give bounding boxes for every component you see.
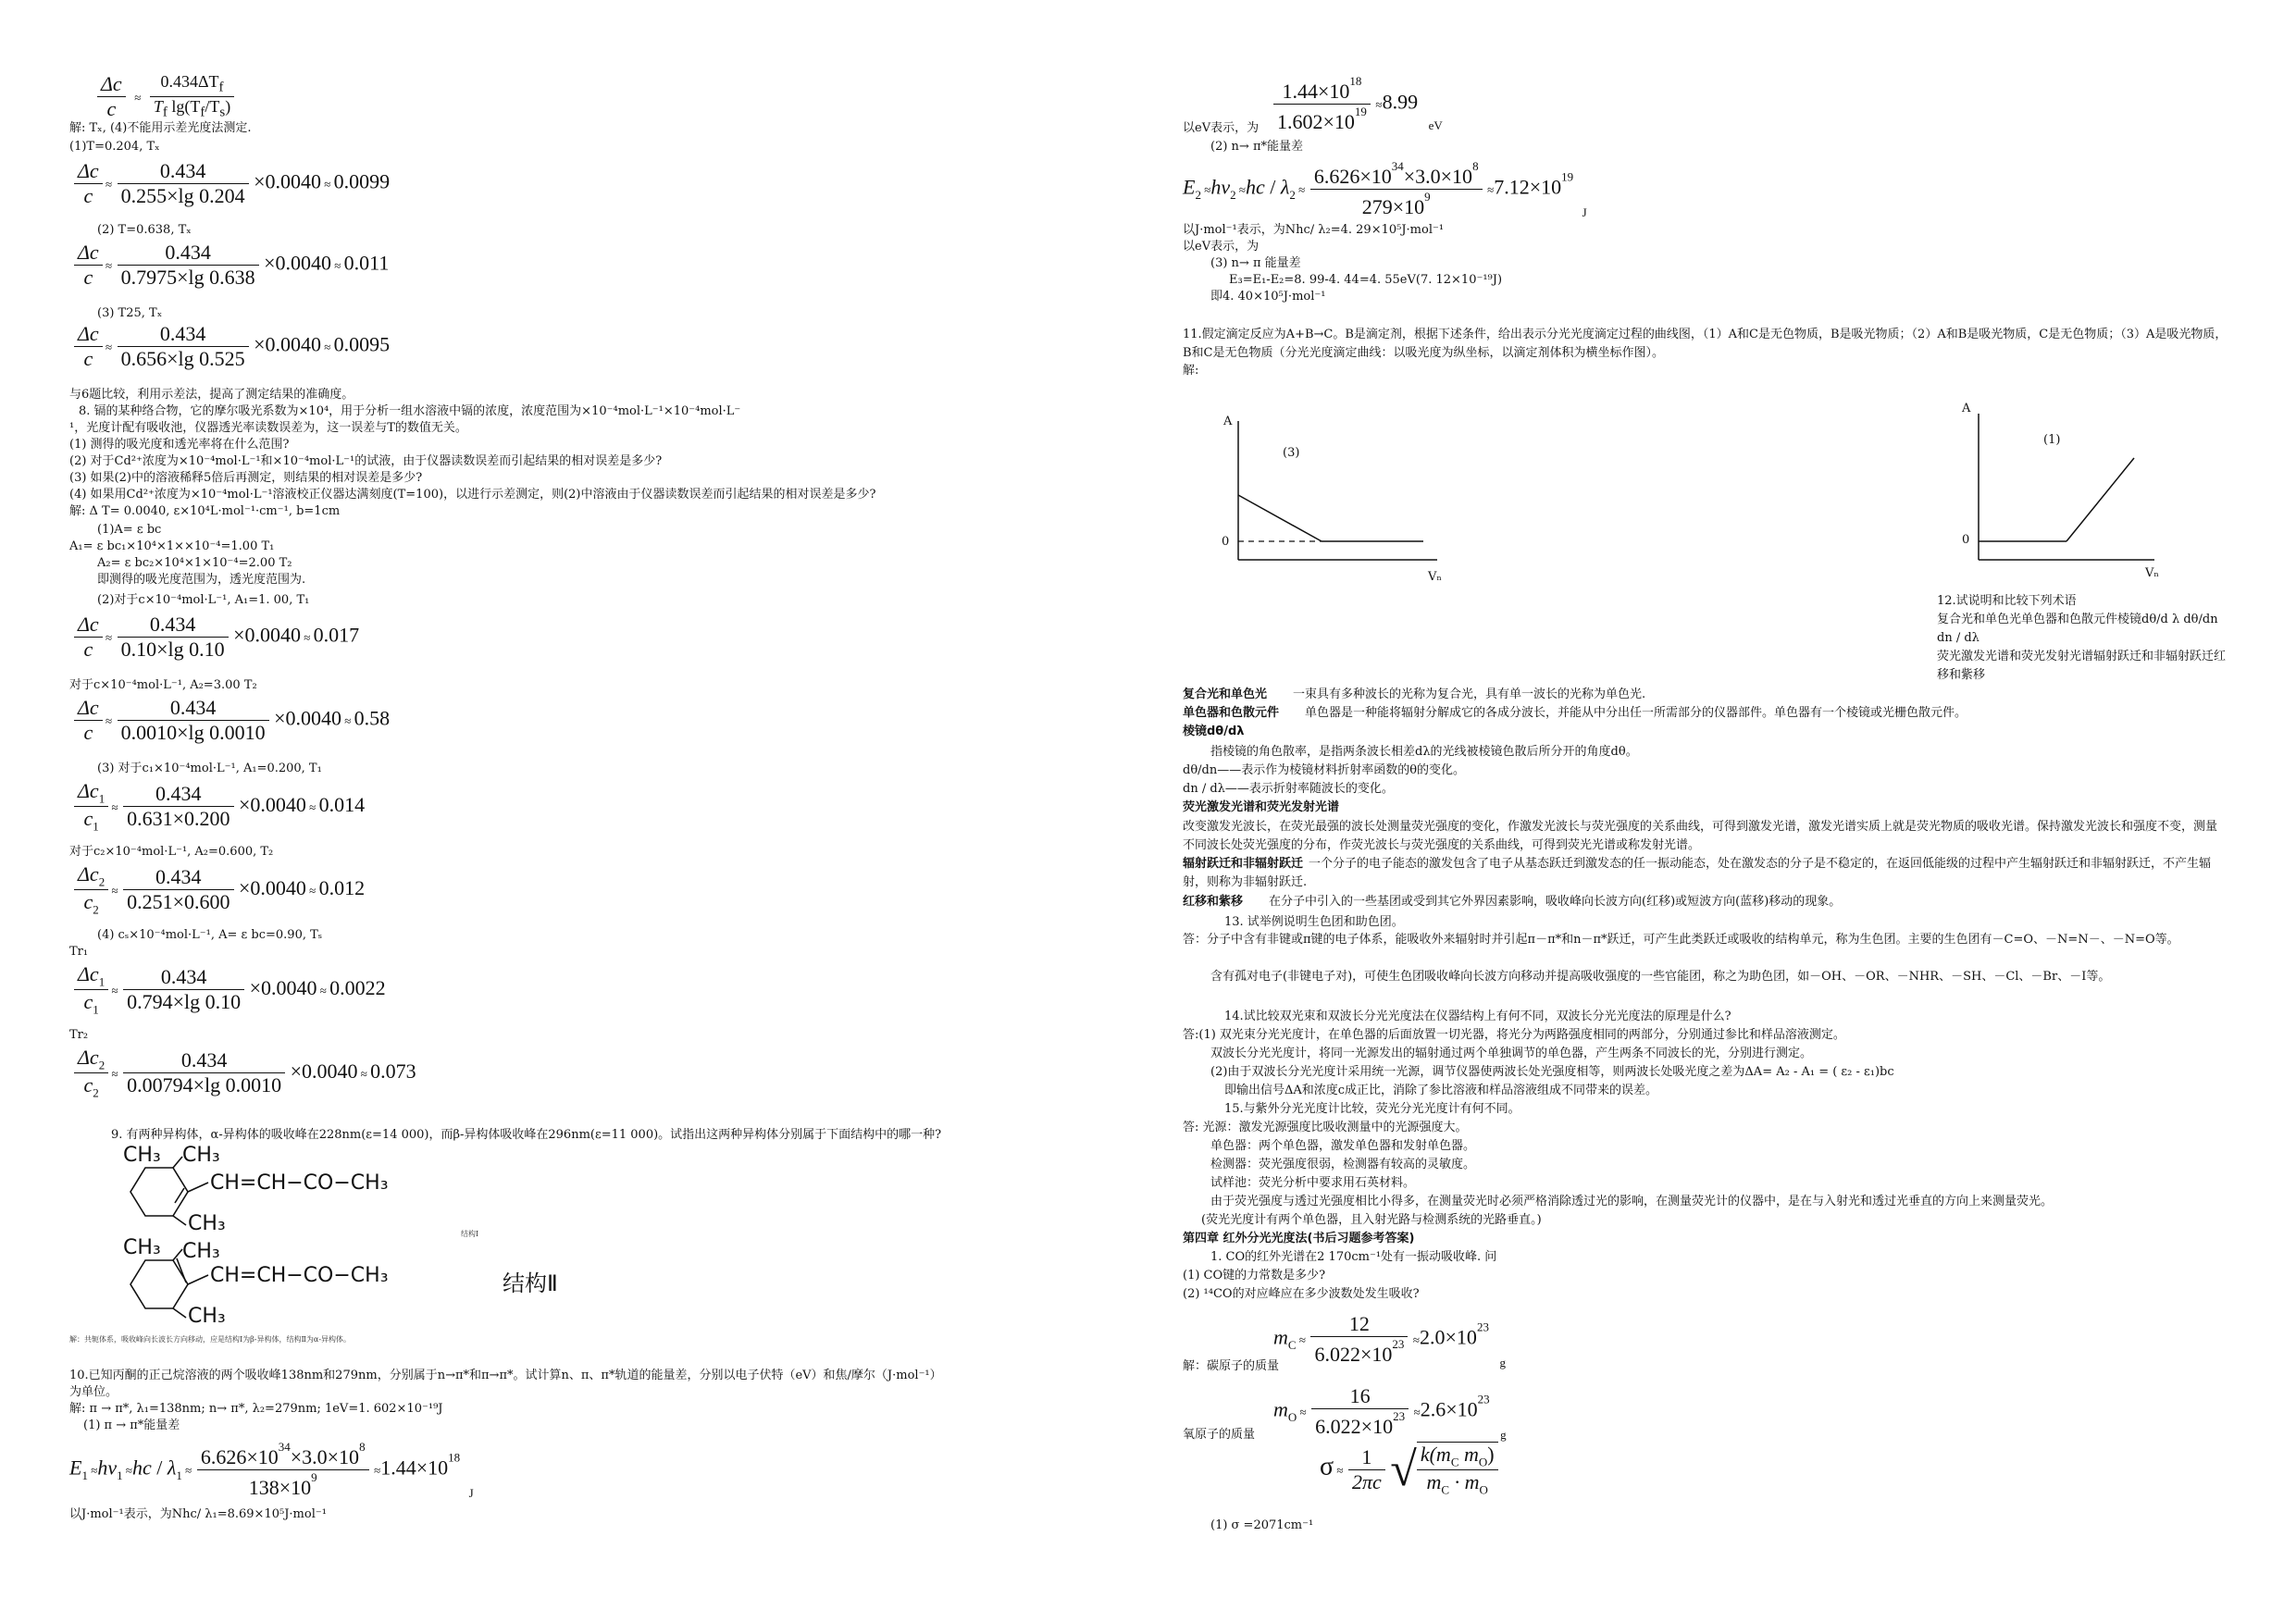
e1-unit: J [468,1485,474,1500]
e2-num-exp: 34 [1391,159,1404,173]
e1-result: 1.44×10 [380,1456,449,1480]
q9: 9. 有两种异构体，α-异构体的吸收峰在228nm(ε=14 000)，而β-异构体吸收峰在296nm(ε=11 000)。试指出这两种异构体分别属于下面结构中的哪一种? [111,1128,942,1142]
term7-text: 一个分子的电子能态的激发包含了电子从基态跃迁到激发态的任一振动能态，处在激发态的分子是不稳定的，在返回低能级的过程中产生辐射跃迁和非辐射跃迁，不产生辐射，则称为非辐射跃迁. [1183,857,2212,889]
ev1-num-exp: 18 [1349,74,1362,88]
mc-label: 解：碳原子的质量 [1183,1359,1280,1373]
graph3-svg [1201,403,1460,583]
mc-num: 12 [1310,1312,1408,1337]
p4-result: 0.017 [313,623,360,647]
q12-terms2: 荧光激发光谱和荧光发射光谱辐射跃迁和非辐射跃迁红移和紫移 [1937,650,2227,682]
part2-label: (2) T=0.638, Tₓ [97,223,192,237]
a13: 答：分子中含有非键或π键的电子体系，能吸收外来辐射时并引起π－π*和n－π*跃迁，可产生此类跃迁或吸收的结构单元，称为生色团。主要的生色团有－C=O、－N=N－、－N=O等。 [1183,933,2179,947]
ev1-den-exp: 19 [1354,105,1367,118]
q8-line1: 8. 镉的某种络合物，它的摩尔吸光系数为×10⁴，用于分析一组水溶液中镉的浓度，浓度范围为×10⁻⁴mol·L⁻¹×10⁻⁴mol·L⁻ [79,404,741,418]
e1-hv: hν [97,1456,118,1480]
q8-given: 解: Δ T= 0.0040, ε×10⁴L·mol⁻¹·cm⁻¹, b=1cm [69,504,341,518]
r-c: 以J·mol⁻¹表示，为Nhc/ λ₂=4. 29×10⁵J·mol⁻¹ [1183,223,1445,237]
formula-sigma: σ ≈ $\frac{1}{2\pi c}$ √ $\frac{k(m_C m_O)}{m_C \cdot m_O}$ [1320,1442,1498,1498]
p2-result: 0.011 [343,251,390,275]
term2-heading: 单色器和色散元件 [1183,706,1280,720]
formula-delta-c-over-c: $\frac{\Delta c}{c}$ ≈ $\frac{0.434\Delta T_f}{T_f \lg(T_f/T_s)}$ [97,72,234,121]
ir-q1a: (1) CO键的力常数是多少? [1183,1269,1326,1282]
r-b: (2) n→ π*能量差 [1210,140,1303,154]
q12-title: 12.试说明和比较下列术语 [1937,594,2077,608]
sigma-rad-den-c: C [1441,1482,1450,1497]
term3-text: 指棱镜的角色散率，是指两条波长相差dλ的光线被棱镜色散后所分开的角度dθ。 [1210,745,1638,759]
e1-den-exp: 9 [311,1470,317,1484]
p7-mult: ×0.0040 [239,875,306,899]
term1 [1183,687,1645,702]
q8-s11: Tr₂ [69,1028,89,1042]
q10-a: (1) π → π*能量差 [83,1419,180,1432]
sigma-rad-num-end: ) [1487,1443,1495,1466]
mo-lhs-sub: O [1287,1409,1297,1424]
graph1-svg [1923,393,2164,583]
e1-result-exp: 18 [448,1450,461,1465]
sub-f2: f [162,105,168,120]
term8-text: 在分子中引入的一些基团或受到其它外界因素影响，吸收峰向长波方向(红移)或短波方向(蓝移)移动的现象。 [1269,895,1842,909]
side-chain-2: CH=CH−CO−CH₃ [210,1264,389,1287]
e2-result-exp: 19 [1561,169,1574,184]
general-den-t: T [153,97,163,116]
q11-sol: 解: [1183,364,1199,378]
graph1-label: (1) [2043,433,2061,447]
q8-d: (4) 如果用Cd²⁺浓度为×10⁻⁴mol·L⁻¹溶液校正仪器达满刻度(T=100)，以进行示差测定，则(2)中溶液由于仪器读数误差而引起结果的相对误差是多少? [69,488,876,502]
solve-line: 解: Tₓ, (4)不能用示差光度法测定. [69,121,252,135]
p9-result: 0.073 [370,1059,416,1083]
term7 [1183,855,2228,892]
q8-s9: (4) cₛ×10⁻⁴mol·L⁻¹, A= ε bc=0.90, Tₛ [97,928,323,942]
sigma-rad-den: m [1426,1470,1442,1494]
graph3-label: (3) [1283,446,1300,460]
term3-heading [1183,724,1245,739]
term1-text: 一束具有多种波长的光称为复合光，具有单一波长的光称为单色光. [1293,688,1646,701]
e1-num-b: ×3.0×10 [290,1445,360,1468]
p1-result: 0.0099 [333,169,391,193]
q8-s7: (3) 对于c₁×10⁻⁴mol·L⁻¹, A₁=0.200, T₁ [97,762,322,775]
formula-p4: $\frac{\Delta c}{c}$ ≈ $\frac{0.434}{0.10\times\lg 0.10}$ ×0.0040 ≈ 0.017 [74,613,359,662]
q8-a: (1) 测得的吸光度和透光率将在什么范围? [69,438,290,452]
graph1-axis-a: A [1962,402,1971,415]
part1-label: (1)T=0.204, Tₓ [69,140,160,154]
e1-num-exp: 34 [278,1440,291,1454]
q10-sol: 解: π → π*, λ₁=138nm; n→ π*, λ₂=279nm; 1eV=1. 602×10⁻¹⁹J [69,1402,443,1416]
p6-mult: ×0.0040 [239,792,306,816]
q15: 15.与紫外分光光度计比较，荧光分光光度计有何不同。 [1224,1102,1520,1116]
sub-s: s [219,105,226,120]
mc-unit: g [1499,1355,1506,1369]
ch3-label-2: CH₃ [182,1144,220,1167]
structure2-label: 结构Ⅱ [503,1270,558,1296]
part3-label: (3) T25, Tₓ [97,306,163,320]
p5-result: 0.58 [354,706,391,730]
q8-line2: ¹，光度计配有吸收池，仪器透光率读数误差为，这一误差与T的数值无关。 [69,421,467,435]
p3-mult: ×0.0040 [254,332,322,356]
mc-den: 6.022×10 [1314,1343,1393,1366]
general-den-rest2: /T [205,97,220,116]
q12-block [1937,592,2228,685]
formula-e1: $E_1 \approx h\nu_1 \approx hc / \lambda_1$ ≈ $\frac{6.626\times 10^{34}\times 3.0\times 10^8}{138\times 10^9}$ $\approx 1.44\times 10^{18}$ $_J$ [69,1440,474,1500]
formula-p9: $\frac{\Delta c_2}{c_2}$ ≈ $\frac{0.434}{0.00794\times\lg 0.0010}$ ×0.0040 ≈ 0.073 [74,1046,416,1101]
graph3-zero: 0 [1222,535,1230,549]
p8-mult: ×0.0040 [249,975,317,999]
p5-mult: ×0.0040 [274,706,342,730]
frac-denominator: c [106,97,117,120]
formula-p5: $\frac{\Delta c}{c}$ ≈ $\frac{0.434}{0.0010\times\lg 0.0010}$ ×0.0040 ≈ 0.58 [74,696,390,745]
ch3-label-1: CH₃ [123,1144,161,1167]
term6-text: 改变激发光波长，在荧光最强的波长处测量荧光强度的变化，作激发光波长与荧光强度的关系曲线，可得到激发光谱，激发光谱实质上就是荧光物质的吸收光谱。保持激发光波长和强度不变，测量不同波长处荧光强度的分布，作荧光波长与荧光强度的关系曲线，可得到荧光光谱或称发射光谱。 [1183,820,2218,852]
e2-unit: J [1582,204,1587,219]
sub-f3: f [200,105,205,120]
a14c: (2)由于双波长分光光度计采用统一光源，调节仪器使两波长处光强度相等，则两波长处吸光度之差为ΔA= A₂ - A₁ = ( ε₂ - ε₁)bc [1210,1065,1894,1079]
ev1-unit: eV [1428,118,1443,132]
q10-line1: 10.已知丙酮的正己烷溶液的两个吸收峰138nm和279nm，分别属于n→π*和π→π*。试计算n、π、π*轨道的能量差，分别以电子伏特（eV）和焦/摩尔（J·mol⁻¹） [69,1369,942,1382]
term1-heading: 复合光和单色光 [1183,688,1268,701]
formula-p1: $\frac{\Delta c}{c}$ ≈ $\frac{0.434}{0.255\times\lg 0.204}$ ×0.0040 ≈ 0.0099 [74,159,390,208]
a15d: 试样池：荧光分析中要求用石英材料。 [1210,1176,1416,1190]
term3-heading-text: 棱镜dθ/dλ [1183,725,1245,738]
graph1-zero: 0 [1962,533,1970,547]
q11: 11.假定滴定反应为A+B→C。B是滴定剂，根据下述条件，给出表示分光光度滴定过程的曲线图，（1）A和C是无色物质，B是吸光物质；（2）A和B是吸光物质，C是无色物质；（3）A是吸光物质，B和C是无色物质（分光光度滴定曲线：以吸光度为纵坐标，以滴定剂体积为横坐标作图）。 [1183,328,2228,360]
titration-graph-3 [1201,403,1460,583]
general-den-rest3: ) [225,97,231,116]
mc-den-exp: 23 [1392,1337,1405,1351]
general-numerator: 0.434ΔT [160,72,219,92]
p9-denominator: 0.00794×lg 0.0010 [127,1073,282,1097]
e2-result: 7.12×10 [1494,175,1562,199]
e1-num-exp2: 8 [359,1440,366,1454]
general-den-rest: lg(T [167,97,201,116]
q8-s6: 对于c×10⁻⁴mol·L⁻¹, A₂=3.00 T₂ [69,678,257,692]
mo-unit: g [1500,1427,1507,1442]
ev1-den: 1.602×10 [1277,110,1355,133]
mo-den: 6.022×10 [1315,1415,1394,1438]
sigma-lhs: σ [1320,1452,1334,1481]
term6-heading [1183,799,1339,815]
formula-p3: $\frac{\Delta c}{c}$ ≈ $\frac{0.434}{0.656\times\lg 0.525}$ ×0.0040 ≈ 0.0095 [74,322,390,371]
r-e: (3) n→ π 能量差 [1210,256,1301,270]
r-g: 即4. 40×10⁵J·mol⁻¹ [1210,290,1326,304]
p9-mult: ×0.0040 [290,1059,358,1083]
sigma-rad-num-mid: m [1458,1443,1479,1466]
formula-p6: $\frac{\Delta c_1}{c_1}$ ≈ $\frac{0.434}{0.631\times 0.200}$ ×0.0040 ≈ 0.014 [74,779,365,835]
q10-b: 以J·mol⁻¹表示，为Nhc/ λ₁=8.69×10⁵J·mol⁻¹ [69,1507,327,1521]
q8-s4: 即测得的吸光度范围为，透光度范围为. [97,573,306,587]
p2-mult: ×0.0040 [264,251,332,275]
q8-s3: A₂= ε bc₂×10⁴×1×10⁻⁴=2.00 T₂ [97,556,292,570]
mc-result: 2.0×10 [1420,1325,1477,1349]
e2-den-exp: 9 [1424,190,1431,204]
q8-s5: (2)对于c×10⁻⁴mol·L⁻¹, A₁=1. 00, T₁ [97,593,310,607]
a15f: (荧光光度计有两个单色器，且入射光路与检测系统的光路垂直。) [1201,1213,1542,1227]
ev1-num: 1.44×10 [1282,80,1350,103]
q8-s2: A₁= ε bc₁×10⁴×1××10⁻⁴=1.00 T₁ [69,539,275,553]
ir-q1: 1. CO的红外光谱在2 170cm⁻¹处有一振动吸收峰. 问 [1210,1250,1497,1264]
q8-s1: (1)A= ε bc [97,523,162,537]
a14d: 即输出信号ΔA和浓度c成正比，消除了参比溶液和样品溶液组成不同带来的误差。 [1224,1084,1658,1097]
a14b: 双波长分光光度计，将同一光源发出的辐射通过两个单独调节的单色器，产生两条不同波长的光，分别进行测定。 [1210,1047,1813,1060]
term5-text: dn / dλ——表示折射率随波长的变化。 [1183,782,1394,796]
formula-mc: $m_C$ ≈ $\frac{12}{6.022\times 10^{23}}$ $\approx 2.0\times 10^{23}$ $_g$ [1273,1312,1506,1369]
titration-graph-1 [1923,393,2164,583]
term8-heading: 红移和紫移 [1183,895,1244,909]
p7-denominator: 0.251×0.600 [127,890,230,914]
p3-result: 0.0095 [333,332,391,356]
p8-denominator: 0.794×lg 0.10 [127,990,242,1014]
sigma-rad-num-c: C [1450,1455,1459,1469]
a14a: 答:(1) 双光束分光光度计，在单色器的后面放置一切光器，将光分为两路强度相同的两部分，分别通过参比和样品溶液测定。 [1183,1028,1845,1042]
formula-mo: $m_O$ ≈ $\frac{16}{6.022\times 10^{23}}$ $\approx 2.6\times 10^{23}$ $_g$ [1273,1384,1507,1442]
mc-lhs-sub: C [1287,1337,1297,1352]
e2-num-exp2: 8 [1472,159,1479,173]
mo-label: 氧原子的质量 [1183,1428,1256,1442]
p1-denominator: 0.255×lg 0.204 [120,184,245,207]
ch3-label-3: CH₃ [188,1212,226,1235]
p1-mult: ×0.0040 [254,169,322,193]
mo-den-exp: 23 [1393,1409,1406,1423]
sigma-rad-num: k(m [1420,1443,1451,1466]
ch3-label-6: CH₃ [188,1305,226,1328]
a15a: 答: 光源：激发光源强度比吸收测量中的光源强度大。 [1183,1121,1468,1134]
term2 [1183,705,1967,721]
mo-result: 2.6×10 [1420,1397,1478,1421]
mo-result-exp: 23 [1477,1392,1490,1406]
formula-ev1: $\frac{1.44\times 10^{18}}{1.602\times 10^{19}}$ ≈8.99 $_{eV}$ [1273,74,1443,134]
e2-num-b: ×3.0×10 [1403,165,1473,188]
q10-line2: 为单位。 [69,1385,118,1399]
p3-denominator: 0.656×lg 0.525 [120,347,245,370]
frac-numerator: Δc [101,72,122,95]
structure1-label: 结构Ⅰ [461,1230,479,1238]
p6-denominator: 0.631×0.200 [127,807,230,831]
compare-note: 与6题比较，利用示差法，提高了测定结果的准确度。 [69,388,354,402]
p4-denominator: 0.10×lg 0.10 [120,638,225,661]
r-d: 以eV表示，为 [1183,240,1260,254]
term2-text: 单色器是一种能将辐射分解成它的各成分波长，并能从中分出任一所需部分的仪器部件。单色器有一个棱镜或光栅色散元件。 [1305,706,1967,720]
q8-s10: Tr₁ [69,945,89,959]
sigma-result: (1) σ =2071cm⁻¹ [1210,1518,1314,1532]
q8-b: (2) 对于Cd²⁺浓度为×10⁻⁴mol·L⁻¹和×10⁻⁴mol·L⁻¹的试液，由于仪器读数误差而引起结果的相对误差是多少? [69,454,663,468]
e1-num: 6.626×10 [200,1445,279,1468]
term7-heading: 辐射跃迁和非辐射跃迁 [1183,857,1304,871]
e2-num: 6.626×10 [1313,165,1392,188]
a15e: 由于荧光强度与透过光强度相比小得多，在测量荧光时必须严格消除透过光的影响，在测量荧光计的仪器中，是在与入射光和透过光垂直的方向上来测量荧光。 [1210,1195,2054,1208]
ir-q1b: (2) ¹⁴CO的对应峰应在多少波数处发生吸收? [1183,1287,1420,1301]
formula-p7: $\frac{\Delta c_2}{c_2}$ ≈ $\frac{0.434}{0.251\times 0.600}$ ×0.0040 ≈ 0.012 [74,862,365,918]
sigma-rad-num-o: O [1478,1455,1488,1469]
a13b: 含有孤对电子(非键电子对)，可使生色团吸收峰向长波方向移动并提高吸收强度的一些官能团，称之为助色团，如－OH、－OR、－NHR、－SH、－Cl、－Br、－I等。 [1210,970,2111,984]
p6-result: 0.014 [318,792,366,816]
a15b: 单色器：两个单色器，激发单色器和发射单色器。 [1210,1139,1476,1153]
q14: 14.试比较双光束和双波长分光光度法在仪器结构上有何不同，双波长分光光度法的原理是什么? [1224,1010,1731,1023]
side-chain-1: CH=CH−CO−CH₃ [210,1171,389,1195]
graph3-axis-v: Vₙ [1428,570,1443,584]
ev1-result: 8.99 [1382,90,1419,114]
term8 [1183,894,1841,910]
formula-p8: $\frac{\Delta c_1}{c_1}$ ≈ $\frac{0.434}{0.794\times\lg 0.10}$ ×0.0040 ≈ 0.0022 [74,962,386,1018]
a15c: 检测器：荧光强度很弱，检测器有较高的灵敏度。 [1210,1158,1476,1171]
e1-lhs: E [69,1456,82,1480]
ch3-label-5: CH₃ [182,1240,220,1263]
mc-result-exp: 23 [1476,1319,1489,1334]
graph1-axis-v: Vₙ [2145,566,2160,580]
r-ev-label: 以eV表示，为 [1183,121,1260,135]
q8-s8: 对于c₂×10⁻⁴mol·L⁻¹, A₂=0.600, T₂ [69,845,274,859]
p7-result: 0.012 [318,875,366,899]
e2-den: 279×10 [1361,195,1425,218]
ch3-label-4: CH₃ [123,1236,161,1259]
sigma-rad-den-mid: · m [1449,1470,1480,1494]
chapter4-heading: 第四章 红外分光光度法(书后习题参考答案) [1183,1232,1415,1245]
frac-general [150,72,234,120]
frac-dc-c [97,72,126,121]
q8-c: (3) 如果(2)中的溶液稀释5倍后再测定，则结果的相对误差是多少? [69,471,423,485]
p4-mult: ×0.0040 [233,623,302,647]
term4-text: dθ/dn——表示作为棱镜材料折射率函数的θ的变化。 [1183,763,1466,777]
p8-result: 0.0022 [329,975,386,999]
mo-num: 16 [1311,1384,1409,1409]
q12-terms: 复合光和单色光单色器和色散元件棱镜dθ/d λ dθ/dn dn / dλ [1937,613,2218,645]
p2-denominator: 0.7975×lg 0.638 [120,266,255,289]
structure-drawings [106,1144,558,1332]
r-f: E₃=E₁-E₂=8. 99-4. 44=4. 55eV(7. 12×10⁻¹⁹J) [1229,273,1503,287]
sigma-num: 1 [1348,1445,1385,1470]
sigma-den: 2πc [1351,1469,1382,1493]
formula-p2: $\frac{\Delta c}{c}$ ≈ $\frac{0.434}{0.7975\times\lg 0.638}$ ×0.0040 ≈ 0.011 [74,241,389,290]
sigma-rad-den-o: O [1479,1482,1488,1497]
mo-lhs: m [1273,1397,1288,1421]
mc-lhs: m [1273,1325,1288,1349]
p5-denominator: 0.0010×lg 0.0010 [120,721,266,744]
sub-f: f [218,81,224,95]
e1-den: 138×10 [248,1476,312,1499]
graph3-axis-a: A [1223,415,1233,428]
q13: 13. 试举例说明生色团和助色团。 [1224,915,1404,929]
q9-note: 解：共轭体系，吸收峰向长波长方向移动，应是结构Ⅰ为β-异构体，结构Ⅱ为α-异构体。 [69,1335,352,1344]
formula-e2: $E_2 \approx h\nu_2 \approx hc / \lambda_2$ ≈ $\frac{6.626\times 10^{34}\times 3.0\times 10^8}{279\times 10^9}$ $\approx 7.12\times 10^{19}$ $_J$ [1183,159,1587,219]
term6-heading-text: 荧光激发光谱和荧光发射光谱 [1183,800,1340,814]
